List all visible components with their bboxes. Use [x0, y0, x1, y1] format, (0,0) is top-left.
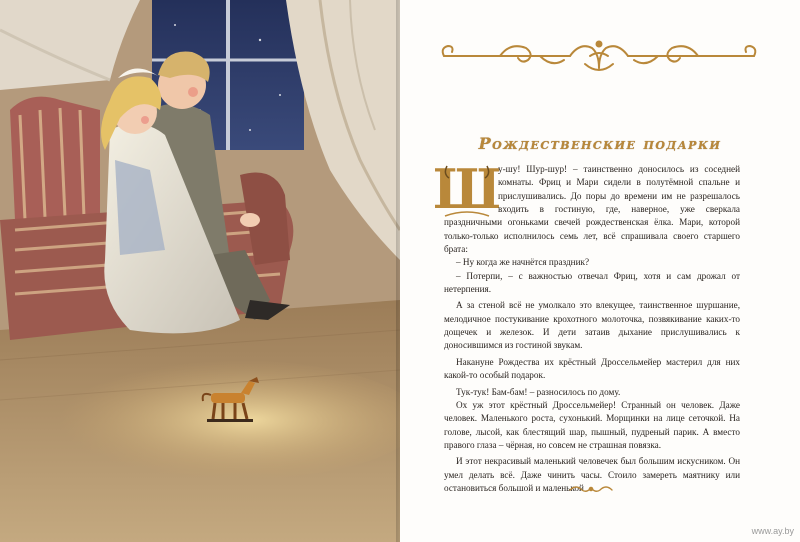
paragraph: Накануне Рождества их крёстный Дроссельмейер мастерил для них какой-то особый подарок.	[444, 356, 740, 381]
paragraph: – Потерпи, – с важностью отвечал Фриц, хотя и сам дрожал от нетерпения.	[444, 270, 740, 295]
chapter-text	[444, 163, 740, 495]
paragraph: у-шу! Шур-шур! – таинственно доносилось из соседней комнаты. Фриц и Мари сидели в полутёмной спальне и прислушивались. До поры до времени им не разрешалось входить в гостиную, где, наверное, уже сверкала праздничными огоньками свечей рождественская ёлка. Мари, которой только-только исполнилось семь лет, всё спрашивала своего старшего брата:	[444, 164, 740, 255]
top-ornament-icon	[440, 38, 758, 78]
watermark: www.ay.by	[751, 526, 794, 536]
paragraph: А за стеной всё не умолкало это влекущее, таинственное шуршание, мелодичное постукивание крохотного молоточка, позвякивание каких-то дощечек и железок. И дети затаив дыхание прислушивались к доносившимся из гостиной звукам.	[444, 300, 740, 351]
paragraph: – Ну когда же начнётся праздник?	[456, 257, 590, 268]
bottom-ornament-icon	[568, 482, 614, 496]
paragraph: Тук-тук! Бам-бам! – разносилось по дому.	[456, 386, 621, 397]
chapter-title: Рождественские подарки	[478, 134, 722, 153]
paragraph: И этот некрасивый маленький человечек был большим искусником. Он умел делать всё. Даже чинить часы. Стоило замереть маятнику или остановиться большой и маленькой	[444, 456, 740, 493]
drop-cap-letter: Ш	[432, 157, 502, 221]
paragraph: Ох уж этот крёстный Дроссельмейер! Странный он человек. Даже человек. Маленького роста, сухонький. Морщинки на лице сеточкой. На голове, лысой, как блестящий шар, пышный, пудреный парик. А вместо правого глаза – чёрная, но совсем не страшная повязка.	[444, 399, 740, 450]
text-page	[400, 0, 800, 542]
